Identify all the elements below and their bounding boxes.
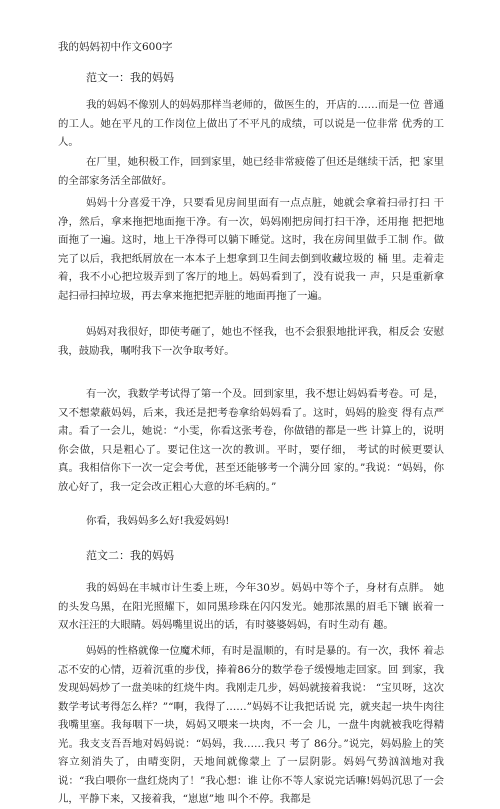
essay1-paragraph-4: 妈妈对我很好，即使考砸了，她也不怪我，也不会狠狠地批评我，相反会 安慰我，鼓励我，嘱咐我下一次争取考好。 xyxy=(58,326,444,357)
essay1-paragraph-6: 你看，我妈妈多么好!我爱妈妈! xyxy=(86,515,230,527)
essay1-paragraph-5: 有一次，我数学考试得了第一个及。回到家里，我不想让妈妈看考卷。可 是，又不想蒙蔽妈妈，后来，我还是把考卷拿给妈妈看了。这时，妈妈的脸变 得有点严肃。看了一会儿，她说：“小雯，你看这张考卷，你做错的都是一些 计算上的，说明你会做，只是粗心了。要记住这一次的教训。平时，要仔细， 考试的时候更要认真。我相信你下一次一定会考优，甚至还能够考一个满分回 家的。”我说：“妈妈，你放心好了，我一定会改正粗心大意的坏毛病的。” xyxy=(58,388,444,493)
essay2-heading: 范文二：我的妈妈 xyxy=(86,549,174,562)
essay2-paragraph-2: 妈妈的性格就像一位魔术师，有时是温顺的，有时是暴的。有一次，我怀 着忐忑不安的心情，迈着沉重的步伐，捧着86分的数学卷子缓慢地走回家。回 到家，我发现妈妈炒了一盘美味的红烧牛肉。我刚走几步，妈妈就接着我说： “宝贝呀，这次数学考试考得怎么样？”“啊，我得了……”妈妈不让我把话说 完，就夹起一块牛肉往我嘴里塞。我每咽下一块，妈妈又喂来一块肉，不一会 儿，一盘牛肉就被我吃得精光。我支支吾吾地对妈妈说：“妈妈，我……我只 考了 86分。”说完，妈妈脸上的笑容立刻消失了，由晴变阴，天地间就像蒙上 了一层阴影。妈妈气势汹汹地对我说：“我白喂你一盘红烧肉了！”我心想：谁 让你不等人家说完话嘛!妈妈沉思了一会儿，平静下来，又接着我，“崽崽”地 叫个不停。我都是 xyxy=(58,645,444,805)
essay1-paragraph-2: 在厂里，她积极工作，回到家里，她已经非常疲倦了但还是继续干活，把 家里的全部家务活全部做好。 xyxy=(58,156,444,187)
essay1-heading: 范文一：我的妈妈 xyxy=(86,71,174,84)
essay1-paragraph-3: 妈妈十分喜爱干净，只要看见房间里面有一点点脏，她就会拿着扫帚打扫 干净，然后，拿来拖把地面拖干净。有一次，妈妈刚把房间打扫干净，还用拖 把把地面拖了一遍。这时，地上干净得可以躺下睡觉。这时，我在房间里做手工制 作。做完了以后，我把纸屑放在一本本子上想拿到卫生间去倒到收藏垃圾的 桶 里。走着走着，我不小心把垃圾弄到了客厅的地上。妈妈看到了，没有说我一 声，只是重新拿起扫帚扫掉垃圾，再去拿来拖把把弄脏的地面再拖了一遍。 xyxy=(58,197,444,302)
document-title: 我的妈妈初中作文600字 xyxy=(58,41,173,53)
essay2-paragraph-1: 我的妈妈在丰城市计生委上班，今年30岁。妈妈中等个子，身材有点胖。 她的头发乌黑，在阳光照耀下，如同黑珍珠在闪闪发光。她那浓黑的眉毛下镶 嵌着一双水汪汪的大眼睛。妈妈嘴里说出的话，有时婆婆妈妈，有时生动有 趣。 xyxy=(58,582,444,631)
essay1-paragraph-1: 我的妈妈不像别人的妈妈那样当老师的，做医生的，开店的……而是一位 普通的工人。她在平凡的工作岗位上做出了不平凡的成绩，可以说是一位非常 优秀的工人。 xyxy=(58,99,444,148)
